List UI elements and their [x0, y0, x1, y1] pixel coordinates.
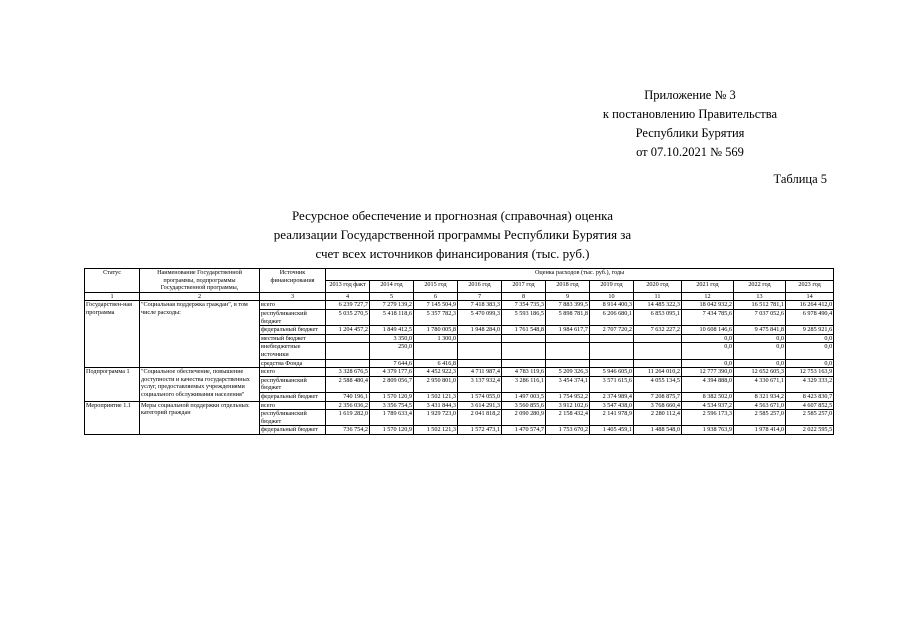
value-cell: 2 090 280,9: [502, 410, 546, 426]
value-cell: 4 330 671,1: [734, 376, 786, 392]
value-cell: 3 350,0: [370, 334, 414, 343]
value-cell: 7 434 785,6: [682, 309, 734, 325]
value-cell: 4 607 852,5: [786, 401, 834, 410]
row-source: всего: [260, 401, 326, 410]
value-cell: 1 754 952,2: [546, 392, 590, 401]
value-cell: 12 753 163,9: [786, 368, 834, 377]
value-cell: [458, 334, 502, 343]
column-index: 8: [502, 292, 546, 301]
header-status: Статус: [85, 269, 140, 293]
row-source: местный бюджет: [260, 334, 326, 343]
header-year: 2023 год: [786, 280, 834, 292]
value-cell: 5 470 099,3: [458, 309, 502, 325]
column-index: 1: [85, 292, 140, 301]
value-cell: 7 279 139,2: [370, 301, 414, 310]
column-index: 14: [786, 292, 834, 301]
value-cell: 2 585 257,0: [734, 410, 786, 426]
value-cell: 18 042 932,2: [682, 301, 734, 310]
value-cell: 0,0: [682, 334, 734, 343]
value-cell: 6 239 727,7: [326, 301, 370, 310]
value-cell: 2 950 801,0: [414, 376, 458, 392]
value-cell: [326, 334, 370, 343]
value-cell: 3 454 374,1: [546, 376, 590, 392]
header-year: 2019 год: [590, 280, 634, 292]
value-cell: 1 488 548,0: [634, 426, 682, 435]
value-cell: 10 608 146,6: [682, 326, 734, 335]
value-cell: 4 711 987,4: [458, 368, 502, 377]
value-cell: 4 783 119,6: [502, 368, 546, 377]
header-year: 2015 год: [414, 280, 458, 292]
value-cell: 8 423 830,7: [786, 392, 834, 401]
value-cell: 2 809 056,7: [370, 376, 414, 392]
header-source: Источник финансирования: [260, 269, 326, 293]
column-index: 12: [682, 292, 734, 301]
value-cell: 1 570 120,9: [370, 426, 414, 435]
column-index: 13: [734, 292, 786, 301]
value-cell: 2 280 112,4: [634, 410, 682, 426]
value-cell: 3 137 932,4: [458, 376, 502, 392]
header-name: Наименование Государственной программы, подпрограммы Государственной программы,: [140, 269, 260, 293]
value-cell: 1 978 414,0: [734, 426, 786, 435]
value-cell: [502, 334, 546, 343]
value-cell: 1 780 005,8: [414, 326, 458, 335]
row-source: республиканский бюджет: [260, 376, 326, 392]
value-cell: [634, 359, 682, 368]
value-cell: 8 321 934,2: [734, 392, 786, 401]
value-cell: 1 938 763,9: [682, 426, 734, 435]
value-cell: 3 286 116,1: [502, 376, 546, 392]
value-cell: 8 914 400,3: [590, 301, 634, 310]
value-cell: 3 912 102,6: [546, 401, 590, 410]
value-cell: 1 574 055,0: [458, 392, 502, 401]
value-cell: 1 570 120,9: [370, 392, 414, 401]
value-cell: [458, 359, 502, 368]
title-line-2: реализации Государственной программы Республики Бурятия за: [273, 227, 632, 242]
value-cell: 5 209 326,3: [546, 368, 590, 377]
value-cell: 0,0: [734, 359, 786, 368]
value-cell: 2 158 432,4: [546, 410, 590, 426]
value-cell: 1 502 121,3: [414, 426, 458, 435]
value-cell: 9 285 921,6: [786, 326, 834, 335]
header-year: 2014 год: [370, 280, 414, 292]
appendix-line-3: Республики Бурятия: [635, 126, 745, 140]
value-cell: 2 022 595,5: [786, 426, 834, 435]
value-cell: 3 560 855,6: [502, 401, 546, 410]
row-source: федеральный бюджет: [260, 326, 326, 335]
value-cell: 4 379 177,6: [370, 368, 414, 377]
value-cell: [458, 343, 502, 359]
value-cell: 2 596 173,3: [682, 410, 734, 426]
appendix-header: [560, 86, 820, 162]
value-cell: 1 753 670,2: [546, 426, 590, 435]
value-cell: 736 754,2: [326, 426, 370, 435]
column-index: 2: [140, 292, 260, 301]
column-index: 5: [370, 292, 414, 301]
value-cell: 2 041 818,2: [458, 410, 502, 426]
row-source: средства Фонда: [260, 359, 326, 368]
value-cell: 8 382 502,0: [682, 392, 734, 401]
value-cell: 7 418 383,3: [458, 301, 502, 310]
value-cell: 6 853 095,1: [634, 309, 682, 325]
value-cell: 1 789 633,4: [370, 410, 414, 426]
table-number: Таблица 5: [773, 172, 827, 186]
value-cell: 3 328 676,5: [326, 368, 370, 377]
value-cell: 3 547 438,0: [590, 401, 634, 410]
appendix-line-1: Приложение № 3: [644, 88, 736, 102]
value-cell: 5 898 781,8: [546, 309, 590, 325]
value-cell: 16 264 412,0: [786, 301, 834, 310]
row-source: федеральный бюджет: [260, 392, 326, 401]
row-source: всего: [260, 301, 326, 310]
value-cell: 5 418 118,6: [370, 309, 414, 325]
value-cell: [634, 334, 682, 343]
value-cell: 7 145 504,9: [414, 301, 458, 310]
table-row: [85, 301, 834, 310]
value-cell: 2 141 978,9: [590, 410, 634, 426]
row-name: "Социальная поддержка граждан", в том числе расходы:: [140, 301, 260, 368]
value-cell: 4 563 671,0: [734, 401, 786, 410]
column-index: 10: [590, 292, 634, 301]
value-cell: 1 948 284,0: [458, 326, 502, 335]
header-group: Оценка расходов (тыс. руб.), годы: [326, 269, 834, 281]
value-cell: 0,0: [734, 343, 786, 359]
column-index: 9: [546, 292, 590, 301]
value-cell: 2 588 480,4: [326, 376, 370, 392]
value-cell: 4 534 937,2: [682, 401, 734, 410]
header-index-row: [85, 292, 834, 301]
value-cell: 1 761 548,8: [502, 326, 546, 335]
row-status: Мероприятие 1.1: [85, 401, 140, 434]
table-row: [85, 401, 834, 410]
value-cell: 1 929 723,0: [414, 410, 458, 426]
header-year: 2018 год: [546, 280, 590, 292]
value-cell: 4 329 333,2: [786, 376, 834, 392]
value-cell: [590, 343, 634, 359]
value-cell: [326, 343, 370, 359]
row-source: республиканский бюджет: [260, 410, 326, 426]
value-cell: [502, 359, 546, 368]
value-cell: 1 300,0: [414, 334, 458, 343]
value-cell: 5 946 605,0: [590, 368, 634, 377]
value-cell: 0,0: [682, 359, 734, 368]
header-year: 2013 год факт: [326, 280, 370, 292]
value-cell: [546, 359, 590, 368]
value-cell: 2 585 257,0: [786, 410, 834, 426]
column-index: 6: [414, 292, 458, 301]
value-cell: 4 055 134,5: [634, 376, 682, 392]
header-year: 2022 год: [734, 280, 786, 292]
value-cell: 0,0: [786, 334, 834, 343]
row-source: федеральный бюджет: [260, 426, 326, 435]
row-source: внебюджетные источники: [260, 343, 326, 359]
value-cell: 3 356 754,5: [370, 401, 414, 410]
value-cell: 14 485 322,3: [634, 301, 682, 310]
value-cell: 7 883 399,5: [546, 301, 590, 310]
header-year: 2017 год: [502, 280, 546, 292]
value-cell: 1 470 574,7: [502, 426, 546, 435]
row-name: Меры социальной поддержки отдельных категорий граждан: [140, 401, 260, 434]
value-cell: 1 405 459,1: [590, 426, 634, 435]
value-cell: 1 849 412,5: [370, 326, 414, 335]
value-cell: 7 632 227,2: [634, 326, 682, 335]
value-cell: 7 644,6: [370, 359, 414, 368]
value-cell: [634, 343, 682, 359]
appendix-line-4: от 07.10.2021 № 569: [636, 145, 744, 159]
value-cell: [414, 343, 458, 359]
value-cell: 2 374 989,4: [590, 392, 634, 401]
value-cell: [546, 334, 590, 343]
value-cell: 1 984 617,7: [546, 326, 590, 335]
row-status: Государствен-ная программа: [85, 301, 140, 368]
value-cell: 2 707 720,2: [590, 326, 634, 335]
value-cell: [326, 359, 370, 368]
title-line-3: счет всех источников финансирования (тыс. руб.): [315, 246, 590, 261]
row-name: "Социальное обеспечение, повышение доступности и качества государственных услуг, предоставляемых учреждениями социального обслуживания населения": [140, 368, 260, 401]
value-cell: 0,0: [786, 359, 834, 368]
value-cell: 3 571 615,6: [590, 376, 634, 392]
table-row: [85, 368, 834, 377]
value-cell: 4 394 888,0: [682, 376, 734, 392]
column-index: 11: [634, 292, 682, 301]
value-cell: 1 572 473,1: [458, 426, 502, 435]
document-title: [200, 206, 705, 263]
row-source: республиканский бюджет: [260, 309, 326, 325]
value-cell: 7 037 052,6: [734, 309, 786, 325]
value-cell: 6 978 490,4: [786, 309, 834, 325]
resource-table: [84, 268, 834, 435]
value-cell: 11 264 010,2: [634, 368, 682, 377]
value-cell: 1 497 003,5: [502, 392, 546, 401]
value-cell: 5 035 270,5: [326, 309, 370, 325]
row-source: всего: [260, 368, 326, 377]
header-row: [85, 269, 834, 281]
header-year: 2021 год: [682, 280, 734, 292]
column-index: 3: [260, 292, 326, 301]
value-cell: 740 196,1: [326, 392, 370, 401]
row-status: Подпрограмма 1: [85, 368, 140, 401]
column-index: 7: [458, 292, 502, 301]
value-cell: 1 619 282,0: [326, 410, 370, 426]
value-cell: 16 512 781,1: [734, 301, 786, 310]
value-cell: 7 354 735,3: [502, 301, 546, 310]
value-cell: 3 768 660,4: [634, 401, 682, 410]
value-cell: [590, 334, 634, 343]
value-cell: 12 652 605,3: [734, 368, 786, 377]
value-cell: 9 475 841,8: [734, 326, 786, 335]
value-cell: 3 431 844,3: [414, 401, 458, 410]
value-cell: 250,0: [370, 343, 414, 359]
value-cell: [590, 359, 634, 368]
header-year: 2016 год: [458, 280, 502, 292]
value-cell: 6 206 680,1: [590, 309, 634, 325]
title-line-1: Ресурсное обеспечение и прогнозная (справочная) оценка: [291, 208, 614, 223]
value-cell: 0,0: [734, 334, 786, 343]
value-cell: 5 357 782,3: [414, 309, 458, 325]
value-cell: 1 502 121,3: [414, 392, 458, 401]
value-cell: 3 614 291,3: [458, 401, 502, 410]
value-cell: 0,0: [786, 343, 834, 359]
column-index: 4: [326, 292, 370, 301]
value-cell: 2 356 036,2: [326, 401, 370, 410]
header-year: 2020 год: [634, 280, 682, 292]
value-cell: 1 204 457,2: [326, 326, 370, 335]
value-cell: [502, 343, 546, 359]
value-cell: 7 208 875,7: [634, 392, 682, 401]
value-cell: 4 452 922,3: [414, 368, 458, 377]
value-cell: 6 416,8: [414, 359, 458, 368]
value-cell: 0,0: [682, 343, 734, 359]
value-cell: 12 777 390,0: [682, 368, 734, 377]
value-cell: 5 593 186,5: [502, 309, 546, 325]
value-cell: [546, 343, 590, 359]
appendix-line-2: к постановлению Правительства: [602, 107, 778, 121]
